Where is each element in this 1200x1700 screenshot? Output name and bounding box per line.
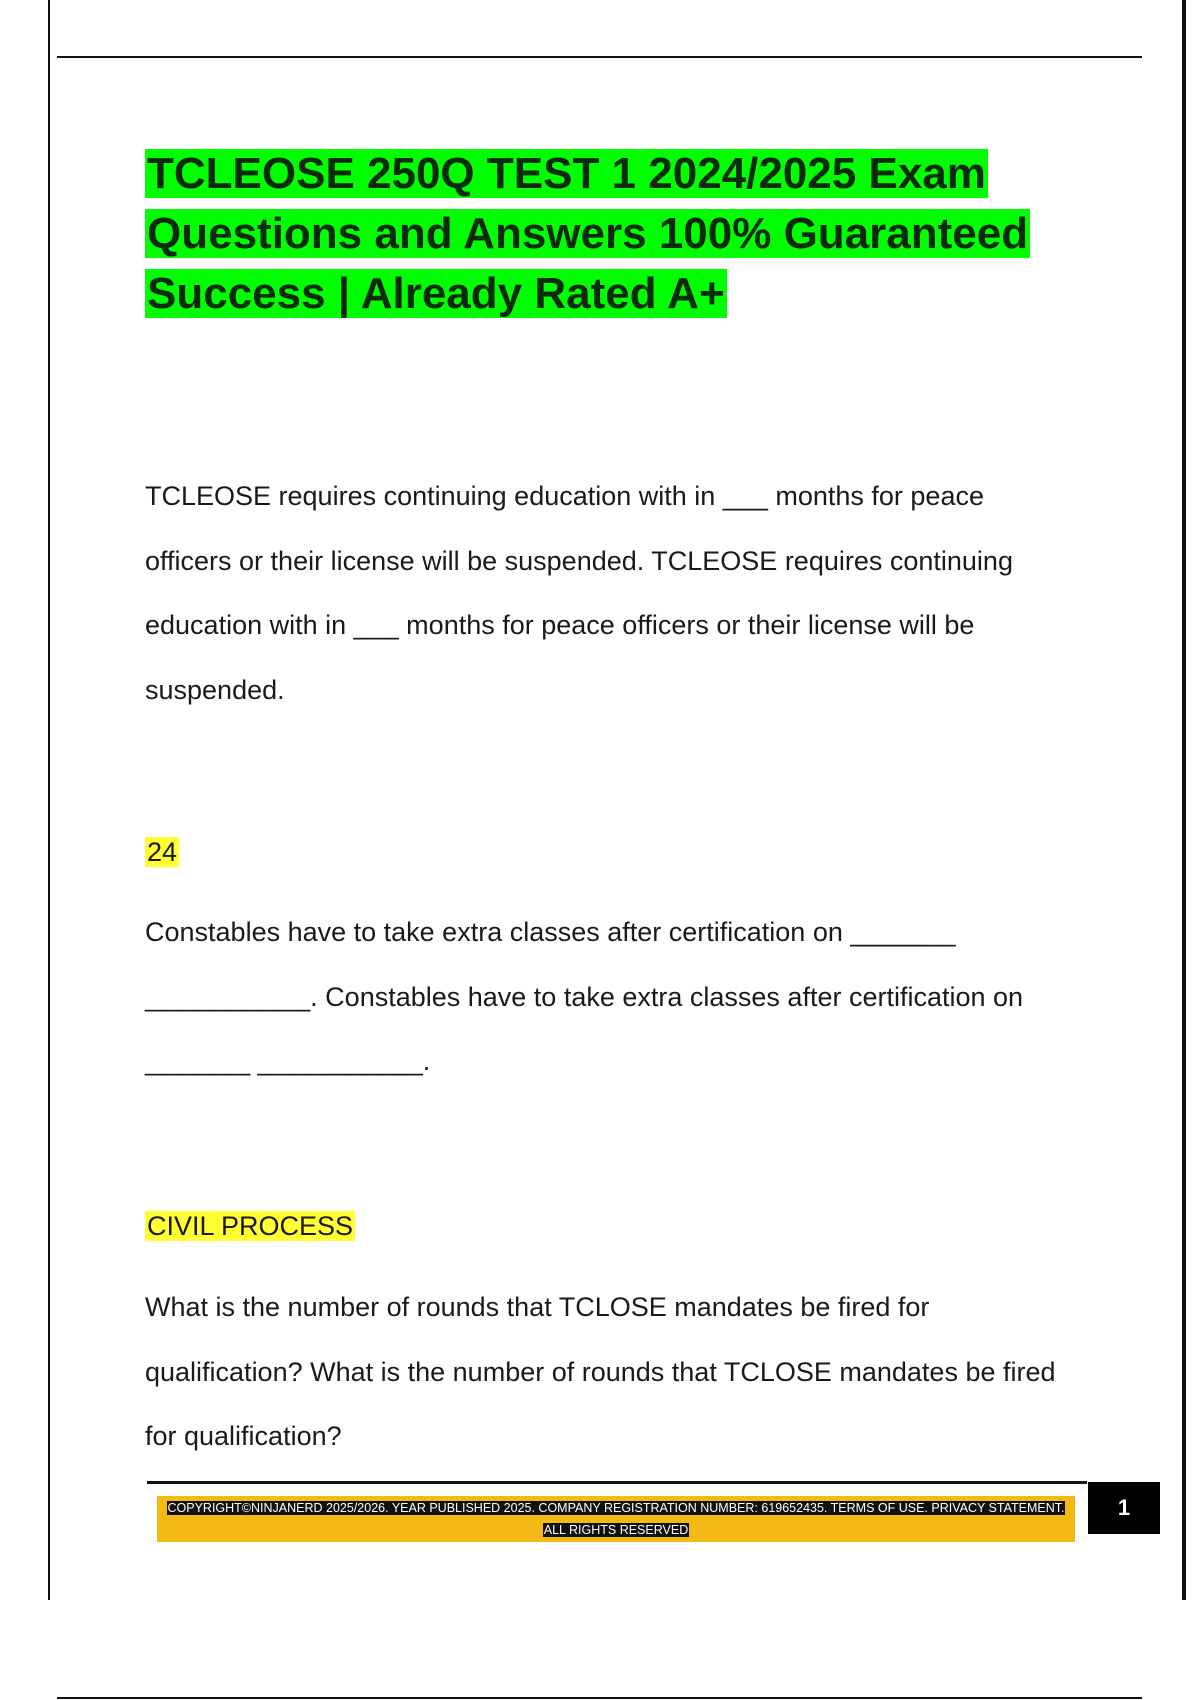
header-rule [57,56,1142,58]
copyright-text-wrapper [166,1497,1066,1541]
answer-2 [145,1208,355,1244]
answer-1 [145,834,179,870]
page-border-left [48,0,50,1600]
question-1: TCLEOSE requires continuing education with in ___ months for peace officers or their license will be suspended. TCLEOSE requires continuing education with in ___ months for peace officers or their license will be suspended. [145,481,1013,705]
copyright-footer [157,1496,1075,1542]
page-number: 1 [1088,1482,1160,1534]
footer-rule [147,1481,1087,1484]
page-border-right [1182,0,1186,1600]
document-title-text: TCLEOSE 250Q TEST 1 2024/2025 Exam Questions and Answers 100% Guaranteed Success | Already Rated A+ [147,149,1029,318]
answer-1-text: 24 [147,837,178,867]
copyright-text: COPYRIGHT©NINJANERD 2025/2026. YEAR PUBLISHED 2025. COMPANY REGISTRATION NUMBER: 619652435. TERMS OF USE. PRIVACY STATEMENT. ALL RIGHTS RESERVED [167,1501,1065,1537]
answer-2-text: CIVIL PROCESS [147,1211,354,1241]
next-page-rule [57,1697,1142,1699]
question-2: Constables have to take extra classes after certification on _______ ___________. Constables have to take extra classes after certification on _______ ___________. [145,917,1024,1076]
question-3: What is the number of rounds that TCLOSE mandates be fired for qualification? What is the number of rounds that TCLOSE mandates be fired for qualification? [145,1292,1056,1451]
document-title [145,144,1075,324]
